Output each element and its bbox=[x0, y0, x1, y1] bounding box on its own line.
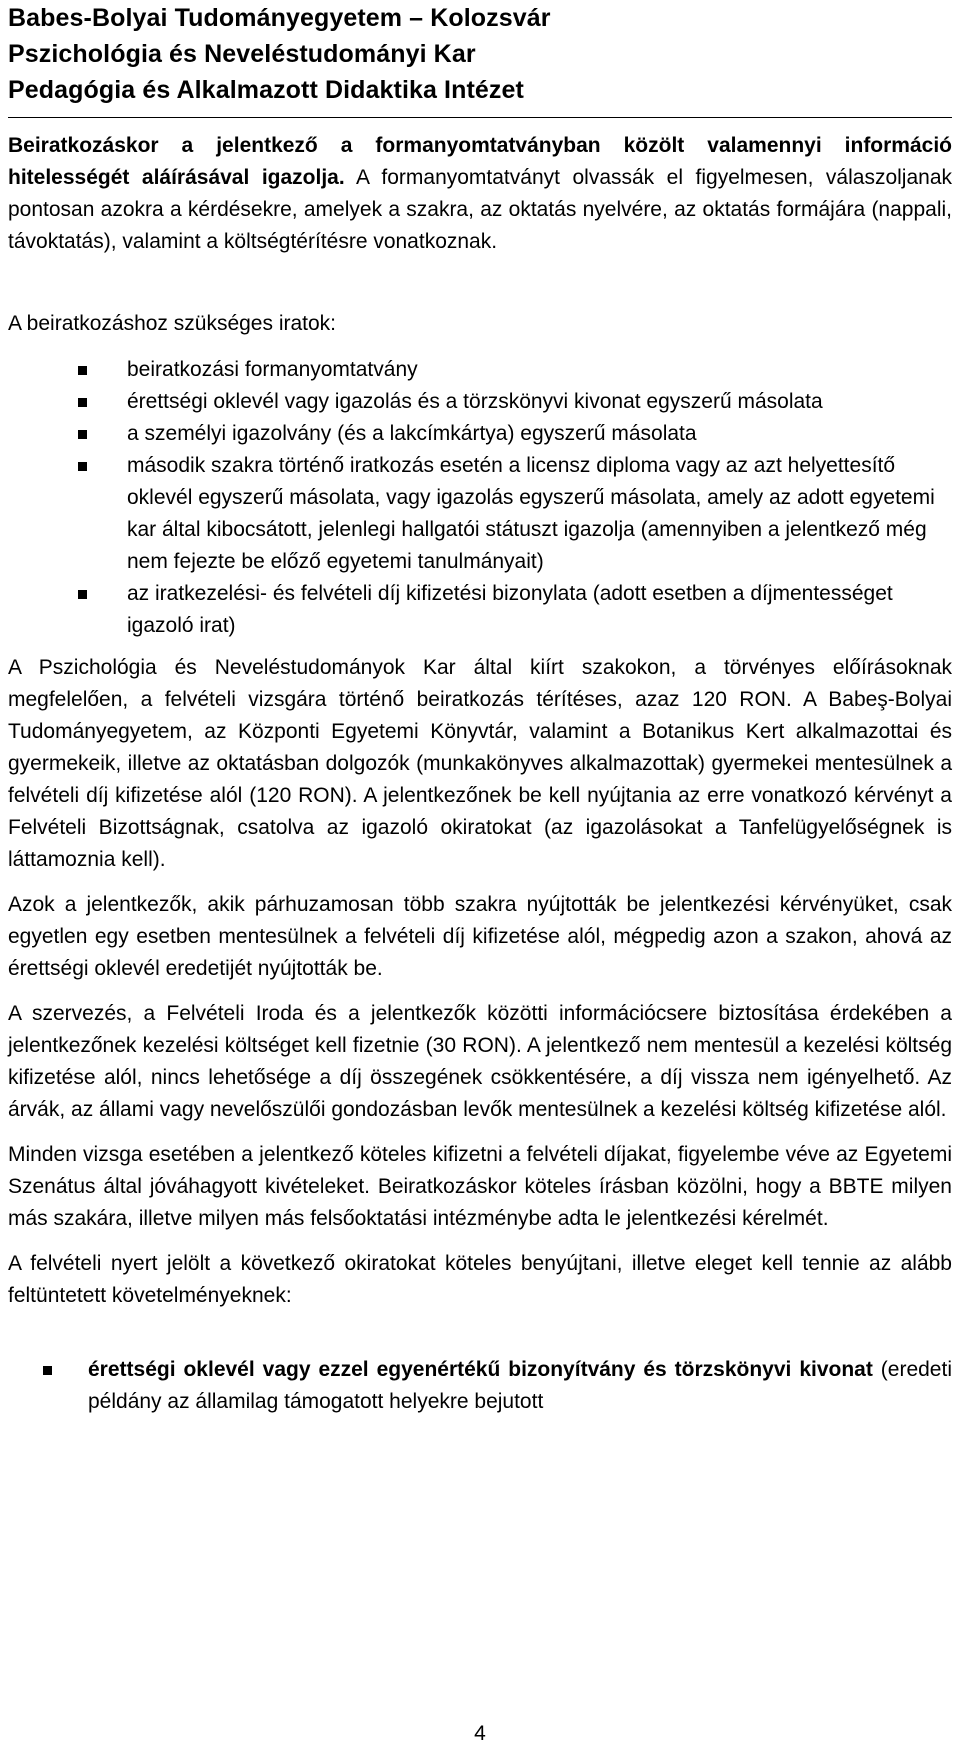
list-item-text: érettségi oklevél vagy igazolás és a törzskönyvi kivonat egyszerű másolata bbox=[127, 390, 823, 413]
list-item-text: második szakra történő iratkozás esetén a licensz diploma vagy az azt helyettesítő oklevél egyszerű másolata, vagy igazolás egyszerű másolata, amely az adott egyetemi kar által kibocsátott, jelenlegi hallgatói státuszt igazolja (amennyiben a jelentkező még nem fejezte be előző egyetemi tanulmányait) bbox=[127, 454, 935, 573]
institute-name: Pedagógia és Alkalmazott Didaktika Intézet bbox=[8, 76, 524, 104]
page-number: 4 bbox=[474, 1722, 486, 1745]
documents-title: A beiratkozáshoz szükséges iratok: bbox=[8, 312, 337, 335]
document-header bbox=[8, 0, 952, 108]
bullet-square-icon bbox=[43, 1366, 52, 1375]
bullet-square-icon bbox=[78, 398, 87, 407]
header-rule bbox=[8, 117, 952, 118]
list-item-text: beiratkozási formanyomtatvány bbox=[127, 358, 418, 381]
paragraph-handling-fee: A szervezés, a Felvételi Iroda és a jelentkezők közötti információcsere biztosítása érdekében a jelentkezőnek kezelési költséget kell fizetnie (30 RON). A jelentkező nem mentesül a kezelési költség kifizetése alól, nincs lehetősége a díj összegének csökkentésére, a díj vissza nem igényelhető. Az árvák, az állami vagy nevelőszülői gondozásban levők mentesülnek a kezelési költség kifizetése alól. bbox=[8, 1002, 952, 1121]
list-item bbox=[8, 386, 952, 418]
requirement-bold-text: érettségi oklevél vagy ezzel egyenértékű bizonyítvány és törzskönyvi kivonat bbox=[88, 1358, 873, 1381]
paragraph-multiple-applications: Azok a jelentkezők, akik párhuzamosan több szakra nyújtották be jelentkezési kérvényüket, csak egyetlen egy esetben mentesülnek a felvételi díj kifizetése alól, mégpedig azon a szakon, ahová az érettségi oklevél eredetijét nyújtották be. bbox=[8, 893, 952, 980]
bullet-square-icon bbox=[78, 366, 87, 375]
university-name: Babes-Bolyai Tudományegyetem – Kolozsvár bbox=[8, 4, 551, 32]
faculty-name: Pszichológia és Neveléstudományi Kar bbox=[8, 40, 476, 68]
bullet-square-icon bbox=[78, 430, 87, 439]
intro-paragraph bbox=[8, 130, 952, 258]
document-body bbox=[8, 130, 952, 1418]
paragraph-admitted-requirements: A felvételi nyert jelölt a következő okiratokat köteles benyújtani, illetve eleget kell tennie az alább feltüntetett követelményeknek: bbox=[8, 1252, 952, 1307]
paragraph-fees: A Pszichológia és Neveléstudományok Kar által kiírt szakokon, a törvényes előírásoknak megfelelően, a felvételi vizsgára történő beiratkozás térítéses, azaz 120 RON. A Babeş-Bolyai Tudományegyetem, az Központi Egyetemi Könyvtár, valamint a Botanikus Kert alkalmazottai és gyermekeik, illetve az oktatásban dolgozók (munkakönyves alkalmazottak) gyermekei mentesülnek a felvételi díj kifizetése alól (120 RON). A jelentkezőnek be kell nyújtania az erre vonatkozó kérvényt a Felvételi Bizottságnak, csatolva az igazoló okiratokat (az igazolásokat a Tanfelügyelőségnek is láttamoznia kell). bbox=[8, 656, 952, 871]
list-item-text: a személyi igazolvány (és a lakcímkártya) egyszerű másolata bbox=[127, 422, 697, 445]
intro-bold-text: Beiratkozáskor a jelentkező a formanyomtatványban közölt valamennyi információ hitelességét aláírásával igazolja. bbox=[8, 134, 952, 189]
list-item bbox=[8, 1354, 952, 1418]
requirement-text: (eredeti példány az államilag támogatott helyekre bejutott bbox=[88, 1358, 952, 1413]
paragraph-exam-fees: Minden vizsga esetében a jelentkező köteles kifizetni a felvételi díjakat, figyelembe véve az Egyetemi Szenátus által jóváhagyott kivételeket. Beiratkozáskor köteles írásban közölni, hogy a BBTE milyen más szakára, illetve milyen más felsőoktatási intézménybe adta le jelentkezési kérelmét. bbox=[8, 1143, 952, 1230]
list-item bbox=[8, 450, 952, 578]
intro-text: A formanyomtatványt olvassák el figyelmesen, válaszoljanak pontosan azokra a kérdésekre, amelyek a szakra, az oktatás nyelvére, az oktatás formájára (nappali, távoktatás), valamint a költségtérítésre vonatkoznak. bbox=[8, 166, 952, 253]
documents-list bbox=[8, 354, 952, 642]
bullet-square-icon bbox=[78, 462, 87, 471]
list-item bbox=[8, 418, 952, 450]
list-item-text: az iratkezelési- és felvételi díj kifizetési bizonylata (adott esetben a díjmentességet igazoló irat) bbox=[127, 582, 893, 637]
bullet-square-icon bbox=[78, 590, 87, 599]
requirements-list bbox=[8, 1354, 952, 1418]
list-item bbox=[8, 354, 952, 386]
list-item bbox=[8, 578, 952, 642]
